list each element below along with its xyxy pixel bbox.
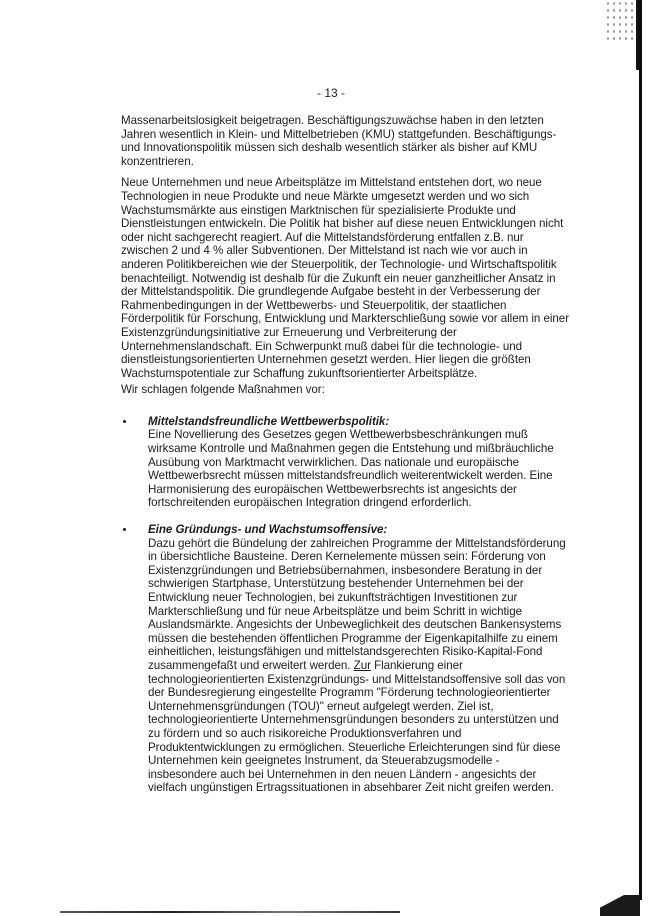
bullet-title: Eine Gründungs- und Wachstumsoffensive:	[148, 523, 388, 537]
bullet-item	[121, 415, 571, 510]
scan-edge-right	[639, 0, 642, 900]
underlined-word: Zur	[353, 658, 371, 672]
scan-corner	[600, 895, 640, 916]
bullet-item	[121, 523, 571, 795]
paragraph: Wir schlagen folgende Maßnahmen vor:	[121, 383, 325, 397]
bullet-title: Mittelstandsfreundliche Wettbewerbspolitik:	[148, 414, 390, 428]
bullet-icon	[123, 420, 126, 423]
bullet-text: Eine Novellierung des Gesetzes gegen Wettbewerbsbeschränkungen muß wirksame Kontrolle und Maßnahmen gegen die Entstehung und mißbräuchliche Ausübung von Marktmacht verwirklichen. Das nationale und europäische Wettbewerbsrecht müssen mittelstandsfreundlich weiterentwickelt werden. Eine Harmonisierung des europäischen Wettbewerbsrechts ist angesichts der fortschreitenden europäischen Integration dringend erforderlich.	[148, 428, 554, 510]
paragraph: Massenarbeitslosigkeit beigetragen. Beschäftigungszuwächse haben in den letzten Jahren wesentlich in Klein- und Mittelbetrieben (KMU) stattgefunden. Beschäftigungs- und Innovationspolitik müssen sich deshalb wesentlich stärker als bisher auf KMU konzentrieren.	[121, 114, 557, 168]
paragraph: Neue Unternehmen und neue Arbeitsplätze im Mittelstand entstehen dort, wo neue Technologien in neue Produkte und neue Märkte umgesetzt werden und wo sich Wachstumsmärkte aus einstigen Marktnischen für spezialisierte Produkte und Dienstleistungen entwickeln. Die Politik hat bisher auf diese neuen Entwicklungen nicht oder nicht sachgerecht reagiert. Auf die Mittelstandsförderung entfallen z.B. nur zwischen 2 und 4 % aller Subventionen. Der Mittelstand ist nach wie vor auch in anderen Politikbereichen wie der Steuerpolitik, der Technologie- und Wirtschaftspolitik benachteiligt. Notwendig ist deshalb für die Zukunft ein neuer ganzheitlicher Ansatz in der Mittelstandspolitik. Die grundlegende Aufgabe besteht in der Verbesserung der Rahmenbedingungen in der Wettbewerbs- und Steuerpolitik, der staatlichen Förderpolitik für Forschung, Entwicklung und Markterschließung sowie vor allem in einer Existenzgründungsinitiative zur Erneuerung und Verbreiterung der Unternehmenslandschaft. Ein Schwerpunkt muß dabei für die technologie- und dienstleistungsorientierten Unternehmen gesetzt werden. Hier liegen die größten Wachstumspotentiale zur Schaffung zukunftsorientierter Arbeitsplätze.	[121, 176, 569, 380]
document-body	[121, 114, 571, 795]
bullet-text-part: Dazu gehört die Bündelung der zahlreichen Programme der Mittelstandsförderung in übersichtliche Bausteine. Deren Kernelemente müssen sein: Förderung von Existenzgründungen und Betriebsübernahmen, insbesondere Beratung in der schwierigen Startphase, Unterstützung bestehender Unternehmen bei der Entwicklung neuer Technologien, bei zukunftsträchtigen Investitionen zur Markterschließung und für neue Arbeitsplätze und beim Schritt in wichtige Auslandsmärkte. Angesichts der Unbeweglichkeit des deutschen Bankensystems müssen die bestehenden öffentlichen Programme der Eigenkapitalhilfe zu einem einheitlichen, leistungsfähigen und mittelstandsgerechten Risiko-Kapital-Fond zusammengefaßt und erweitert werden.	[148, 536, 566, 672]
bullet-text	[148, 537, 571, 795]
scan-speckle	[605, 0, 635, 40]
bullet-icon	[123, 528, 126, 531]
scan-bottom-edge	[60, 911, 400, 913]
page-number: - 13 -	[316, 86, 345, 100]
bullet-text-part: Flankierung einer technologieorientierten Existenzgründungs- und Mittelstandsoffensive soll das von der Bundesregierung eingestellte Programm "Förderung technologieorientierter Unternehmensgründungen (TOU)" erneut aufgelegt werden. Ziel ist, technologieorientierte Unternehmensgründungen besonders zu unterstützen und zu fördern und so auch risikoreiche Produktionsverfahren und Produktentwicklungen zu ermöglichen. Steuerliche Erleichterungen sind für diese Unternehmen kein geeignetes Instrument, da Steuerabzugsmodelle - insbesondere auch bei Unternehmen in den neuen Ländern - angesichts der vielfach ungünstigen Ertragssituationen in absehbarer Zeit nicht greifen werden.	[148, 658, 566, 795]
